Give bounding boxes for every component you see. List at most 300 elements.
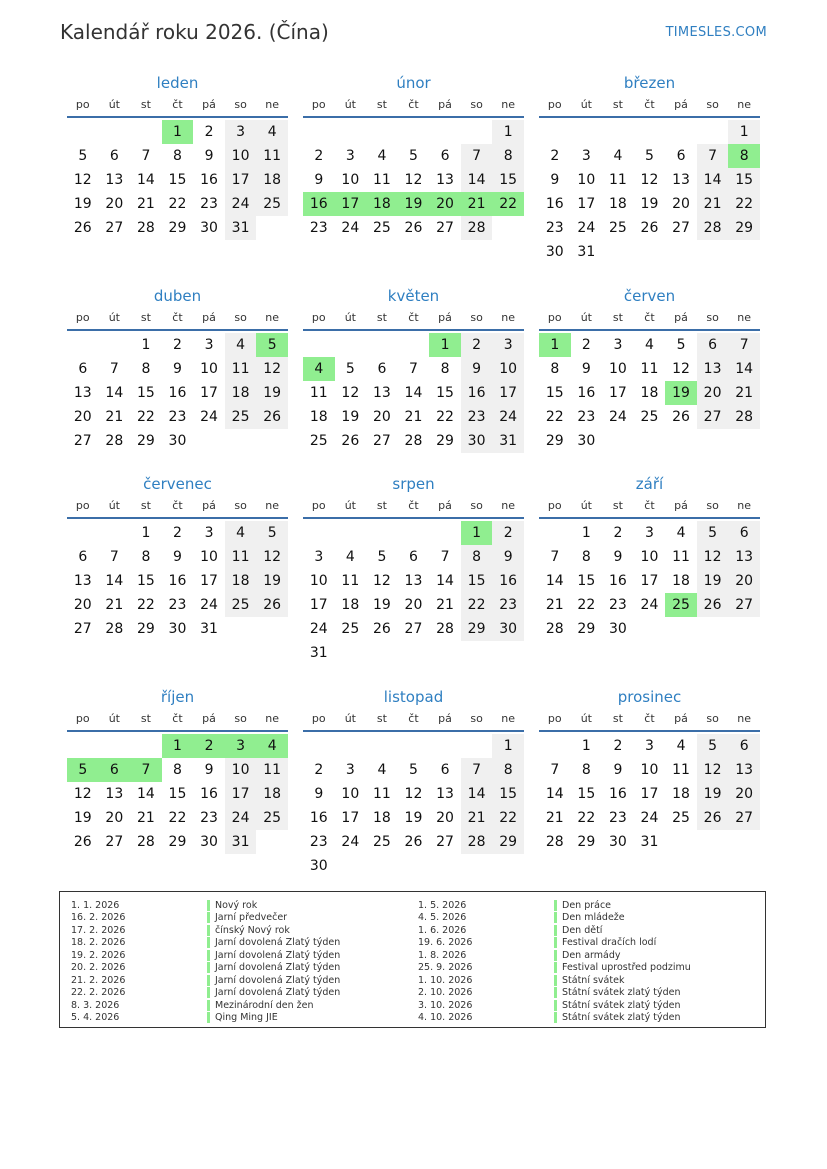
weekday-label: pá [674,499,688,512]
day-cell: 18 [309,409,328,425]
empty-cell [335,521,367,545]
day-cell: 22 [168,196,187,212]
weekday-label: st [140,499,151,512]
month-block [539,285,760,453]
day-cell: 14 [136,172,155,188]
day-cell: 4 [345,549,355,565]
weekday-label: út [108,311,120,324]
day-cell: 23 [168,597,187,613]
day-cell: 24 [492,405,524,429]
day-cell: 10 [640,549,659,565]
legend-holiday-name: Den armády [562,949,621,961]
weekday-label: so [470,499,483,512]
legend-holiday-name: Festival uprostřed podzimu [562,962,691,974]
holiday-legend [59,891,766,1028]
holiday-day-cell: 22 [492,192,524,216]
day-cell: 21 [105,597,124,613]
day-cell: 12 [672,361,690,377]
day-cell: 27 [105,834,124,850]
legend-holiday-name: Jarní dovolená Zlatý týden [215,987,341,999]
day-cell: 24 [640,597,659,613]
empty-cell [99,734,131,758]
days-grid [303,519,524,665]
legend-color-marker [207,937,210,948]
day-cell: 3 [225,120,257,144]
day-cell: 9 [581,361,591,377]
day-cell: 5 [697,734,729,758]
day-cell: 27 [728,806,760,830]
day-cell: 9 [204,148,214,164]
month-name: únor [396,74,431,92]
day-cell: 20 [105,196,124,212]
day-cell: 25 [341,621,360,637]
empty-cell [67,734,99,758]
day-cell: 5 [377,549,387,565]
weekday-label: ne [501,98,516,111]
day-cell: 18 [341,597,360,613]
day-cell: 17 [341,810,360,826]
day-cell: 20 [728,782,760,806]
day-cell: 19 [372,597,391,613]
day-cell: 29 [492,830,524,854]
day-cell: 28 [105,433,124,449]
month-name: říjen [160,688,195,706]
legend-color-marker [554,962,557,973]
day-cell: 6 [109,148,119,164]
day-cell: 16 [168,573,187,589]
legend-date: 5. 4. 2026 [71,1012,120,1024]
day-cell: 12 [256,357,288,381]
weekday-label: so [470,311,483,324]
legend-holiday-name: Jarní dovolená Zlatý týden [215,974,341,986]
empty-cell [398,120,430,144]
day-cell: 4 [645,337,654,353]
day-cell: 27 [697,405,729,429]
legend-holiday-name: Jarní dovolená Zlatý týden [215,962,341,974]
day-cell: 17 [608,385,627,401]
weekday-label: ne [501,499,516,512]
day-cell: 27 [105,220,124,236]
day-cell: 2 [461,333,493,357]
day-cell: 14 [545,573,564,589]
day-cell: 7 [141,148,151,164]
weekday-header [303,94,524,118]
day-cell: 10 [309,573,328,589]
day-cell: 17 [200,385,218,401]
days-grid [67,732,288,854]
day-cell: 12 [697,758,729,782]
day-cell: 14 [105,385,124,401]
day-cell: 20 [728,569,760,593]
empty-cell [665,120,697,144]
weekday-label: so [470,712,483,725]
legend-holiday-name: Státní svátek zlatý týden [562,987,681,999]
weekday-header [303,495,524,519]
day-cell: 24 [640,810,659,826]
holiday-day-cell: 3 [225,734,257,758]
legend-item [407,899,691,912]
day-cell: 9 [550,172,560,188]
day-cell: 12 [404,172,423,188]
legend-color-marker [207,1012,210,1023]
weekday-header [539,708,760,732]
day-cell: 15 [436,385,454,401]
legend-date: 17. 2. 2026 [71,924,126,936]
weekday-label: ne [265,712,280,725]
weekday-label: so [234,311,247,324]
empty-cell [99,333,131,357]
weekday-label: po [547,311,562,324]
day-cell: 14 [436,573,454,589]
day-cell: 2 [173,525,182,541]
empty-cell [67,333,99,357]
day-cell: 5 [676,337,686,353]
day-cell: 27 [436,220,454,236]
day-cell: 22 [461,593,493,617]
brand-link[interactable]: TIMESLES.COM [665,25,767,40]
day-cell: 3 [645,738,654,754]
day-cell: 20 [436,810,454,826]
day-cell: 24 [200,597,218,613]
empty-cell [429,734,461,758]
weekday-label: st [612,311,623,324]
day-cell: 11 [309,385,328,401]
legend-date: 4. 5. 2026 [418,912,467,924]
empty-cell [634,120,666,144]
day-cell: 16 [168,385,187,401]
day-cell: 28 [461,830,493,854]
weekday-label: čt [644,712,655,725]
month-block [303,72,524,240]
day-cell: 28 [136,834,155,850]
weekday-header [303,708,524,732]
day-cell: 17 [225,168,257,192]
day-cell: 23 [168,409,187,425]
day-cell: 28 [545,621,564,637]
day-cell: 23 [577,409,596,425]
empty-cell [539,734,571,758]
day-cell: 29 [577,834,596,850]
day-cell: 30 [309,858,328,874]
day-cell: 25 [309,433,328,449]
day-cell: 22 [577,810,596,826]
weekday-label: út [344,712,356,725]
day-cell: 3 [345,762,355,778]
month-name: prosinec [617,688,682,706]
legend-holiday-name: Den práce [562,899,612,911]
legend-date: 1. 6. 2026 [418,924,467,936]
weekday-label: út [108,499,120,512]
day-cell: 8 [173,148,182,164]
day-cell: 18 [256,782,288,806]
day-cell: 22 [728,192,760,216]
day-cell: 15 [728,168,760,192]
day-cell: 18 [372,810,391,826]
empty-cell [303,734,335,758]
day-cell: 10 [577,172,596,188]
day-cell: 11 [256,144,288,168]
legend-color-marker [554,950,557,961]
day-cell: 23 [309,834,328,850]
weekday-label: čt [644,98,655,111]
weekday-label: st [612,712,623,725]
day-cell: 31 [309,645,328,661]
day-cell: 23 [608,810,627,826]
weekday-header [539,94,760,118]
month-block [539,72,760,264]
day-cell: 5 [409,148,418,164]
weekday-label: so [706,98,719,111]
day-cell: 30 [577,433,596,449]
day-cell: 14 [461,782,493,806]
day-cell: 19 [341,409,360,425]
weekday-label: st [612,98,623,111]
weekday-label: po [75,98,90,111]
weekday-label: ne [501,311,516,324]
day-cell: 1 [141,525,151,541]
weekday-label: čt [172,98,183,111]
day-cell: 29 [461,617,493,641]
day-cell: 8 [173,762,182,778]
weekday-label: po [311,712,326,725]
day-cell: 10 [341,786,360,802]
legend-item [60,974,340,987]
weekday-label: út [580,712,592,725]
day-cell: 7 [440,549,450,565]
day-cell: 4 [613,148,623,164]
day-cell: 19 [256,381,288,405]
day-cell: 17 [200,573,218,589]
day-cell: 25 [225,405,257,429]
legend-item [407,974,691,987]
weekday-label: čt [172,311,183,324]
day-cell: 25 [372,220,391,236]
legend-holiday-name: Státní svátek [562,974,625,986]
day-cell: 21 [136,810,155,826]
day-cell: 16 [577,385,596,401]
legend-item [407,912,691,925]
day-cell: 16 [200,786,218,802]
holiday-day-cell: 5 [67,758,99,782]
day-cell: 25 [672,810,690,826]
legend-item [407,924,691,937]
empty-cell [398,333,430,357]
weekday-label: st [140,712,151,725]
day-cell: 8 [550,361,560,377]
day-cell: 9 [314,786,324,802]
day-cell: 8 [461,545,493,569]
day-cell: 1 [728,120,760,144]
day-cell: 26 [73,220,92,236]
day-cell: 12 [697,545,729,569]
day-cell: 6 [377,361,387,377]
day-cell: 15 [577,786,596,802]
legend-date: 22. 2. 2026 [71,987,126,999]
weekday-label: po [547,98,562,111]
day-cell: 21 [728,381,760,405]
day-cell: 10 [492,357,524,381]
day-cell: 12 [404,786,423,802]
day-cell: 24 [225,806,257,830]
month-name: květen [387,287,440,305]
weekday-label: pá [202,98,216,111]
day-cell: 13 [728,758,760,782]
day-cell: 24 [225,192,257,216]
day-cell: 3 [204,525,214,541]
weekday-label: čt [408,499,419,512]
legend-color-marker [554,925,557,936]
day-cell: 7 [109,361,119,377]
empty-cell [571,120,603,144]
empty-cell [303,120,335,144]
day-cell: 9 [173,361,182,377]
day-cell: 21 [105,409,124,425]
day-cell: 22 [545,409,564,425]
weekday-label: pá [438,712,452,725]
day-cell: 17 [309,597,328,613]
legend-date: 2. 10. 2026 [418,987,473,999]
day-cell: 13 [672,172,690,188]
empty-cell [602,120,634,144]
day-cell: 26 [404,834,423,850]
day-cell: 3 [314,549,324,565]
empty-cell [366,120,398,144]
month-block [539,686,760,854]
days-grid [67,331,288,453]
legend-item [60,999,340,1012]
day-cell: 30 [608,834,627,850]
day-cell: 14 [136,786,155,802]
day-cell: 17 [640,573,659,589]
weekday-label: ne [501,712,516,725]
day-cell: 5 [409,762,418,778]
day-cell: 27 [436,834,454,850]
day-cell: 2 [581,337,591,353]
day-cell: 15 [136,573,155,589]
day-cell: 27 [728,593,760,617]
legend-date: 4. 10. 2026 [418,1012,473,1024]
weekday-label: út [108,98,120,111]
legend-color-marker [207,962,210,973]
legend-holiday-name: Jarní předvečer [215,912,288,924]
holiday-day-cell: 19 [665,381,697,405]
empty-cell [539,521,571,545]
legend-date: 16. 2. 2026 [71,912,126,924]
legend-column-right [407,899,691,1024]
empty-cell [398,521,430,545]
legend-date: 1. 1. 2026 [71,899,120,911]
day-cell: 23 [200,196,218,212]
day-cell: 9 [314,172,324,188]
day-cell: 7 [409,361,418,377]
weekday-label: so [234,98,247,111]
weekday-label: út [108,712,120,725]
weekday-header [539,307,760,331]
day-cell: 16 [545,196,564,212]
weekday-label: pá [438,98,452,111]
day-cell: 18 [672,786,690,802]
day-cell: 10 [225,144,257,168]
day-cell: 26 [640,220,659,236]
legend-item [60,912,340,925]
day-cell: 17 [640,786,659,802]
legend-column-left [60,899,340,1024]
day-cell: 24 [577,220,596,236]
day-cell: 13 [436,786,454,802]
empty-cell [303,333,335,357]
day-cell: 23 [200,810,218,826]
day-cell: 6 [728,734,760,758]
month-block [67,285,288,453]
legend-holiday-name: čínský Nový rok [215,924,290,936]
legend-item [60,899,340,912]
legend-date: 25. 9. 2026 [418,962,473,974]
weekday-label: so [706,499,719,512]
day-cell: 13 [73,385,92,401]
day-cell: 26 [256,593,288,617]
day-cell: 12 [256,545,288,569]
day-cell: 30 [492,617,524,641]
weekday-label: čt [408,98,419,111]
weekday-label: út [580,98,592,111]
day-cell: 20 [697,381,729,405]
weekday-label: po [75,311,90,324]
weekday-label: út [580,311,592,324]
day-cell: 24 [309,621,328,637]
day-cell: 15 [545,385,564,401]
day-cell: 13 [105,172,124,188]
day-cell: 13 [728,545,760,569]
holiday-day-cell: 5 [256,333,288,357]
day-cell: 7 [550,762,560,778]
day-cell: 28 [136,220,155,236]
day-cell: 24 [608,409,627,425]
legend-date: 1. 5. 2026 [418,899,467,911]
legend-color-marker [207,900,210,911]
legend-item [60,949,340,962]
weekday-label: so [706,712,719,725]
day-cell: 6 [440,762,450,778]
day-cell: 21 [404,409,423,425]
day-cell: 12 [341,385,360,401]
holiday-day-cell: 20 [429,192,461,216]
day-cell: 26 [672,409,690,425]
day-cell: 28 [461,216,493,240]
weekday-label: pá [202,499,216,512]
month-name: listopad [383,688,444,706]
day-cell: 28 [545,834,564,850]
day-cell: 26 [404,220,423,236]
day-cell: 12 [640,172,659,188]
weekday-label: pá [202,712,216,725]
month-name: červen [623,287,676,305]
day-cell: 28 [728,405,760,429]
days-grid [539,519,760,641]
empty-cell [366,333,398,357]
weekday-header [67,307,288,331]
day-cell: 14 [545,786,564,802]
empty-cell [461,120,493,144]
weekday-label: ne [737,712,752,725]
legend-color-marker [207,925,210,936]
day-cell: 5 [645,148,654,164]
day-cell: 30 [168,433,187,449]
day-cell: 8 [581,549,591,565]
empty-cell [130,734,162,758]
day-cell: 23 [461,405,493,429]
day-cell: 22 [492,806,524,830]
day-cell: 12 [73,786,92,802]
